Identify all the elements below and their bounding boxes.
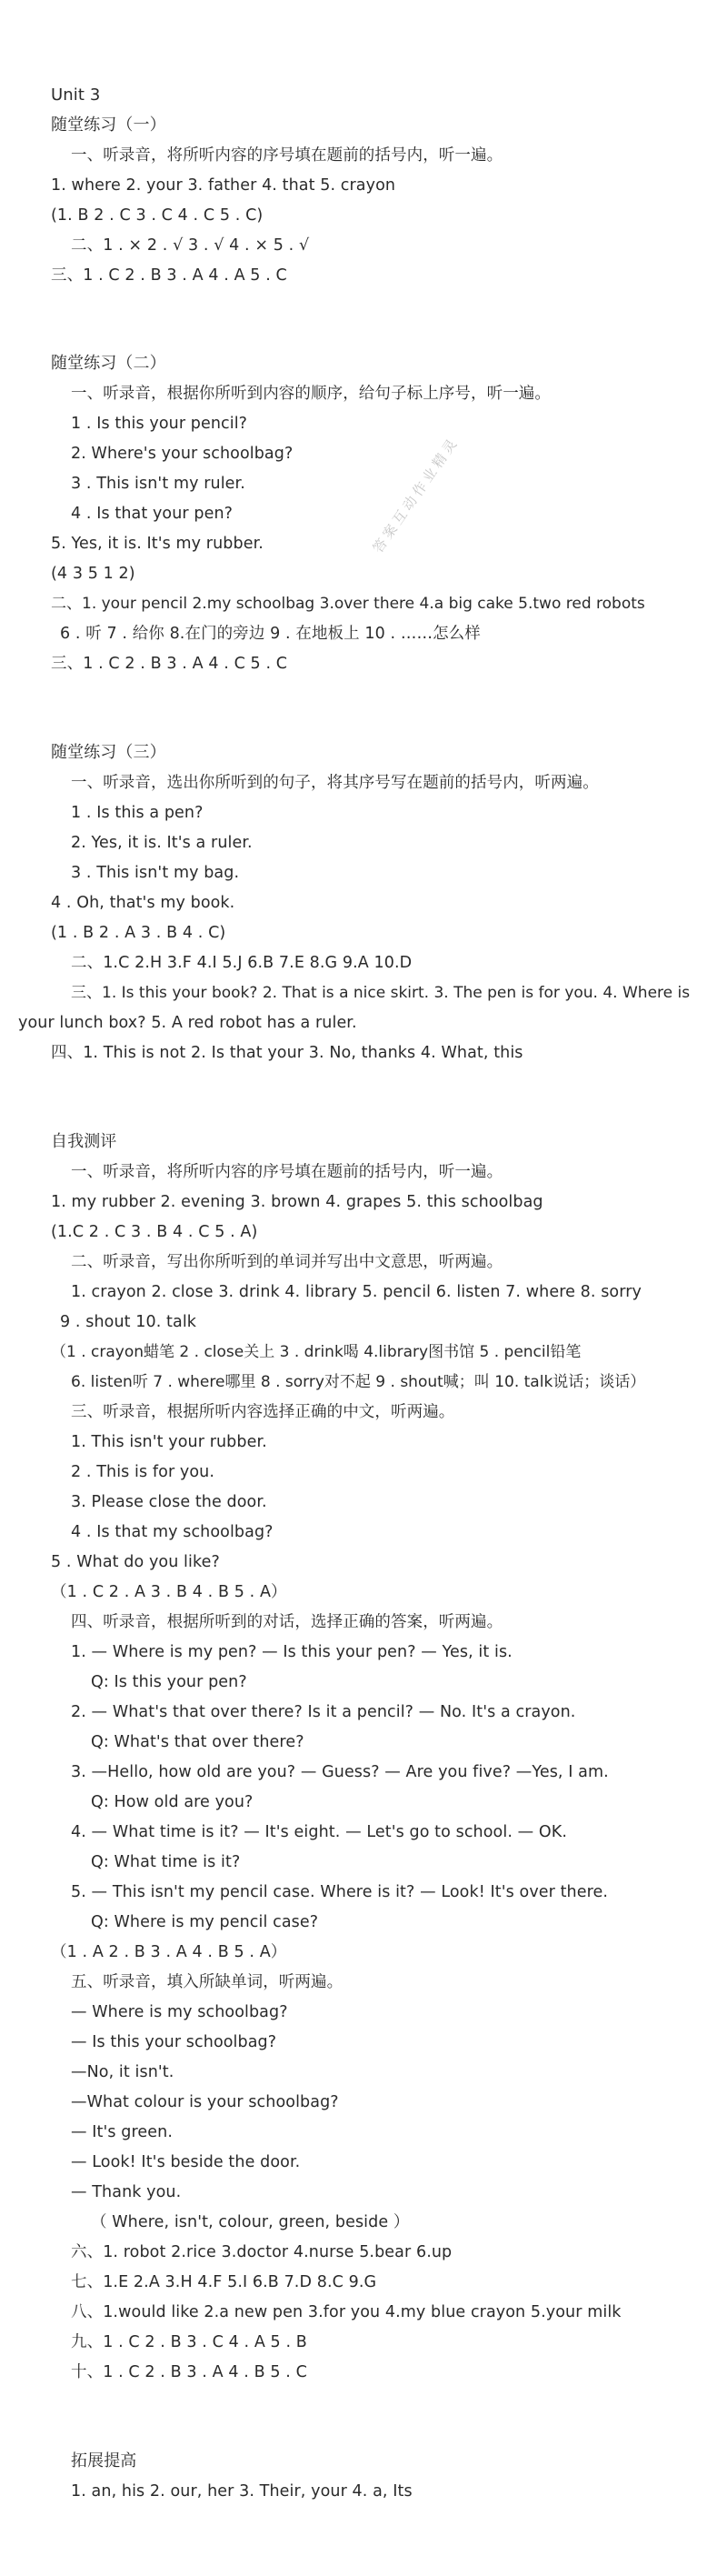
answer-line: 3 . This isn't my ruler. xyxy=(71,475,245,493)
answer-line: 1. crayon 2. close 3. drink 4. library 5. pencil 6. listen 7. where 8. sorry xyxy=(71,1283,642,1301)
answer-line: (1. B 2 . C 3 . C 4 . C 5 . C) xyxy=(51,206,264,225)
answer-line: 9 . shout 10. talk xyxy=(60,1313,197,1331)
answer-line: 4 . Oh, that's my book. xyxy=(51,894,235,912)
answer-line: 6. listen听 7 . where哪里 8 . sorry对不起 9 . shout喊；叫 10. talk说话；谈话） xyxy=(71,1373,646,1391)
answer-line: 九、1 . C 2 . B 3 . C 4 . A 5 . B xyxy=(71,2333,307,2351)
answer-line: — Thank you. xyxy=(71,2183,182,2201)
answer-line: 1 . Is this a pen? xyxy=(71,804,204,822)
answer-line: 5 . What do you like? xyxy=(51,1553,220,1571)
answer-line: Q: How old are you? xyxy=(91,1793,254,1811)
answer-line: 一、听录音，根据你所听到内容的顺序，给句子标上序号，听一遍。 xyxy=(71,385,551,403)
answer-line: 2. Where's your schoolbag? xyxy=(71,445,294,463)
answer-line: 二、1.C 2.H 3.F 4.I 5.J 6.B 7.E 8.G 9.A 10.D xyxy=(71,954,413,972)
answer-line: — Look! It's beside the door. xyxy=(71,2153,301,2171)
answer-line: （1 . A 2 . B 3 . A 4 . B 5 . A） xyxy=(51,1943,287,1961)
answer-line: (1.C 2 . C 3 . B 4 . C 5 . A) xyxy=(51,1223,258,1241)
answer-line: 4 . Is that your pen? xyxy=(71,505,234,523)
answer-line: Q: Is this your pen? xyxy=(91,1673,247,1691)
answer-line: 3. Please close the door. xyxy=(71,1493,267,1511)
answer-line: (4 3 5 1 2) xyxy=(51,565,135,583)
answer-line: 5. Yes, it is. It's my rubber. xyxy=(51,535,264,553)
answer-line: your lunch box? 5. A red robot has a ruler. xyxy=(18,1014,357,1032)
answer-line: (1 . B 2 . A 3 . B 4 . C) xyxy=(51,924,226,942)
section-heading: 随堂练习（三） xyxy=(51,743,166,762)
answer-line: 二、1. your pencil 2.my schoolbag 3.over there 4.a big cake 5.two red robots xyxy=(51,595,645,613)
section-heading: 随堂练习（一） xyxy=(51,115,166,135)
answer-line: 2 . This is for you. xyxy=(71,1463,215,1481)
section-heading: 自我测评 xyxy=(51,1132,117,1151)
answer-line: 三、1 . C 2 . B 3 . A 4 . A 5 . C xyxy=(51,266,287,285)
answer-line: 四、听录音，根据所听到的对话，选择正确的答案，听两遍。 xyxy=(71,1613,503,1631)
answer-line: 五、听录音，填入所缺单词，听两遍。 xyxy=(71,1973,344,1991)
unit-title: Unit 3 xyxy=(51,85,101,105)
answer-line: 4 . Is that my schoolbag? xyxy=(71,1523,274,1541)
section-heading: 随堂练习（二） xyxy=(51,354,166,373)
answer-line: 2. — What's that over there? Is it a pencil? — No. It's a crayon. xyxy=(71,1703,576,1721)
answer-line: Q: What's that over there? xyxy=(91,1733,304,1751)
answer-line: 3 . This isn't my bag. xyxy=(71,864,240,882)
answer-line: 一、听录音，将所听内容的序号填在题前的括号内，听一遍。 xyxy=(71,1163,503,1181)
answer-line: 1. my rubber 2. evening 3. brown 4. grapes 5. this schoolbag xyxy=(51,1193,543,1211)
answer-line: — Is this your schoolbag? xyxy=(71,2033,277,2051)
answer-line: — It's green. xyxy=(71,2123,173,2141)
answer-line: 1. an, his 2. our, her 3. Their, your 4. a, Its xyxy=(71,2482,413,2501)
answer-line: （1 . C 2 . A 3 . B 4 . B 5 . A） xyxy=(51,1583,287,1601)
answer-line: （1 . crayon蜡笔 2 . close关上 3 . drink喝 4.library图书馆 5 . pencil铅笔 xyxy=(51,1343,582,1361)
answer-line: （ Where, isn't, colour, green, beside ） xyxy=(91,2213,410,2231)
answer-line: 6 . 听 7 . 给你 8.在门的旁边 9 . 在地板上 10 . ……怎么样 xyxy=(60,625,481,643)
answer-line: — Where is my schoolbag? xyxy=(71,2003,288,2021)
answer-line: 3. —Hello, how old are you? — Guess? — Are you five? —Yes, I am. xyxy=(71,1763,609,1781)
watermark: 答案互动作业精灵 xyxy=(369,433,463,556)
answer-line: 八、1.would like 2.a new pen 3.for you 4.my blue crayon 5.your milk xyxy=(71,2303,622,2321)
answer-line: 4. — What time is it? — It's eight. — Let's go to school. — OK. xyxy=(71,1823,568,1841)
answer-line: 1 . Is this your pencil? xyxy=(71,415,248,433)
answer-line: 三、听录音，根据所听内容选择正确的中文，听两遍。 xyxy=(71,1403,455,1421)
answer-line: Q: What time is it? xyxy=(91,1853,241,1871)
answer-line: 三、1 . C 2 . B 3 . A 4 . C 5 . C xyxy=(51,655,288,673)
answer-line: 1. — Where is my pen? — Is this your pen? — Yes, it is. xyxy=(71,1643,513,1661)
answer-line: Q: Where is my pencil case? xyxy=(91,1913,319,1931)
answer-line: —No, it isn't. xyxy=(71,2063,174,2081)
answer-line: 二、1 . × 2 . √ 3 . √ 4 . × 5 . √ xyxy=(71,236,310,255)
answer-line: 七、1.E 2.A 3.H 4.F 5.I 6.B 7.D 8.C 9.G xyxy=(71,2273,377,2291)
section-heading: 拓展提高 xyxy=(71,2451,137,2471)
answer-line: 2. Yes, it is. It's a ruler. xyxy=(71,834,253,852)
answer-line: 四、1. This is not 2. Is that your 3. No, thanks 4. What, this xyxy=(51,1044,523,1062)
answer-line: 1. where 2. your 3. father 4. that 5. crayon xyxy=(51,176,396,195)
answer-line: 二、听录音，写出你所听到的单词并写出中文意思，听两遍。 xyxy=(71,1253,503,1271)
answer-line: 5. — This isn't my pencil case. Where is it? — Look! It's over there. xyxy=(71,1883,609,1901)
answer-line: 三、1. Is this your book? 2. That is a nice skirt. 3. The pen is for you. 4. Where is xyxy=(71,984,691,1002)
answer-line: 十、1 . C 2 . B 3 . A 4 . B 5 . C xyxy=(71,2363,307,2381)
answer-line: 1. This isn't your rubber. xyxy=(71,1433,267,1451)
answer-line: 六、1. robot 2.rice 3.doctor 4.nurse 5.bear 6.up xyxy=(71,2243,453,2261)
answer-line: —What colour is your schoolbag? xyxy=(71,2093,339,2111)
answer-line: 一、听录音，选出你所听到的句子，将其序号写在题前的括号内，听两遍。 xyxy=(71,774,599,792)
answer-line: 一、听录音，将所听内容的序号填在题前的括号内，听一遍。 xyxy=(71,146,503,165)
